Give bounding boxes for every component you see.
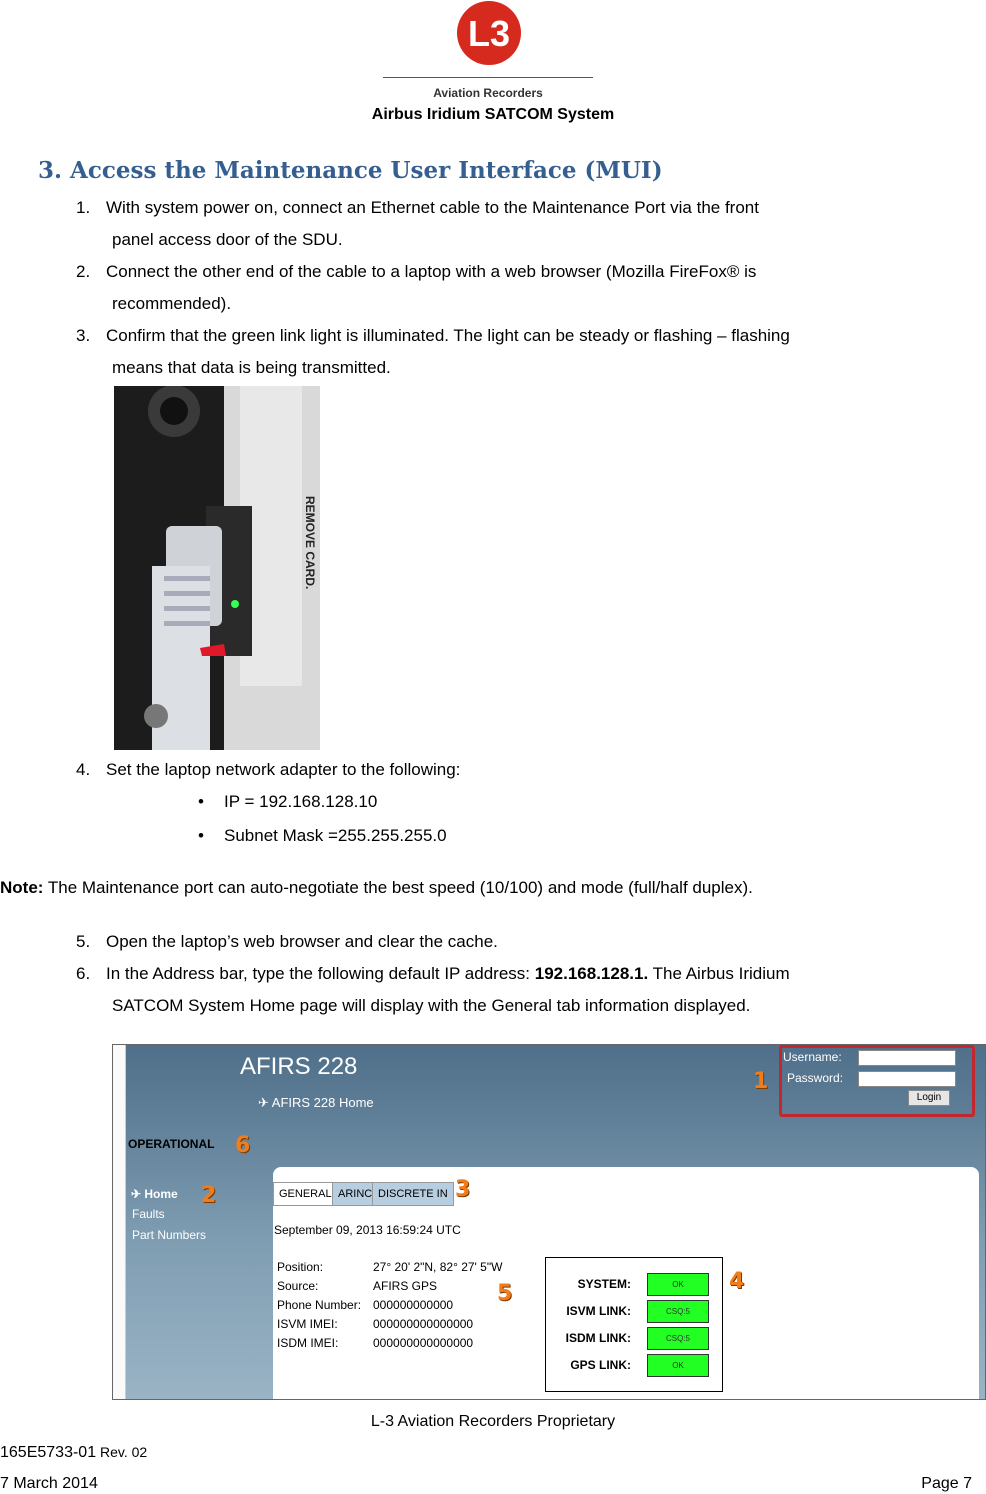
step-text: Open the laptop’s web browser and clear the cache. bbox=[106, 932, 498, 951]
nav-faults[interactable]: Faults bbox=[132, 1207, 165, 1221]
tab-discrete-in[interactable]: DISCRETE IN bbox=[372, 1182, 454, 1206]
step-3-cont: means that data is being transmitted. bbox=[112, 358, 391, 377]
note-text: The Maintenance port can auto-negotiate the best speed (10/100) and mode (full/half duplex). bbox=[43, 878, 753, 897]
status-label-system: SYSTEM: bbox=[577, 1277, 631, 1291]
screenshot-margin bbox=[113, 1045, 126, 1400]
footer-proprietary: L-3 Aviation Recorders Proprietary bbox=[370, 1413, 616, 1430]
operational-label: OPERATIONAL bbox=[128, 1137, 215, 1151]
maintenance-port-photo bbox=[114, 386, 320, 750]
status-label-isdm: ISDM LINK: bbox=[565, 1331, 631, 1345]
bullet-subnet bbox=[198, 826, 447, 846]
tab-arinc[interactable]: ARINC bbox=[332, 1182, 378, 1206]
username-input[interactable] bbox=[858, 1050, 956, 1066]
footer-doc-number bbox=[0, 1442, 147, 1463]
callout-2: 2 bbox=[201, 1183, 217, 1208]
step-number: 1. bbox=[76, 198, 91, 217]
nav-home[interactable]: ✈ Home bbox=[131, 1187, 178, 1201]
note-label: Note: bbox=[0, 878, 44, 897]
step-text: With system power on, connect an Ethernet cable to the Maintenance Port via the front bbox=[106, 198, 759, 217]
l3-logo bbox=[454, 0, 524, 66]
username-label: Username: bbox=[783, 1050, 842, 1064]
info-value-phone: 000000000000 bbox=[373, 1298, 454, 1312]
photo-label: REMOVE CARD. bbox=[303, 496, 317, 590]
status-label-isvm: ISVM LINK: bbox=[566, 1304, 631, 1318]
document-title: Airbus Iridium SATCOM System bbox=[371, 106, 615, 123]
app-title: AFIRS 228 bbox=[240, 1053, 358, 1080]
callout-3: 3 bbox=[455, 1177, 471, 1202]
info-value-isdm: 000000000000000 bbox=[373, 1336, 474, 1350]
step-number: 4. bbox=[76, 760, 91, 779]
step-number: 5. bbox=[76, 932, 91, 951]
bullet-icon: • bbox=[198, 792, 204, 811]
info-value-source: AFIRS GPS bbox=[373, 1279, 438, 1293]
callout-4: 4 bbox=[729, 1269, 745, 1294]
callout-6: 6 bbox=[235, 1133, 251, 1158]
breadcrumb[interactable]: ✈ AFIRS 228 Home bbox=[258, 1095, 374, 1110]
bullet-ip bbox=[198, 792, 377, 812]
footer-page: Page 7 bbox=[921, 1475, 972, 1492]
info-label-position: Position: bbox=[277, 1260, 324, 1274]
step-text: Set the laptop network adapter to the following: bbox=[106, 760, 461, 779]
callout-1: 1 bbox=[753, 1069, 769, 1094]
login-button[interactable]: Login bbox=[908, 1090, 950, 1106]
info-label-isvm: ISVM IMEI: bbox=[277, 1317, 338, 1331]
status-value-system: OK bbox=[647, 1273, 709, 1296]
password-label: Password: bbox=[787, 1071, 844, 1085]
step-4 bbox=[76, 760, 460, 780]
status-value-isdm: CSQ:5 bbox=[647, 1327, 709, 1350]
bullet-icon: • bbox=[198, 826, 204, 845]
status-value-isvm: CSQ:5 bbox=[647, 1300, 709, 1323]
tab-general[interactable]: GENERAL bbox=[273, 1182, 338, 1206]
step-3 bbox=[76, 326, 790, 346]
info-label-isdm: ISDM IMEI: bbox=[277, 1336, 339, 1350]
default-ip: 192.168.128.1. bbox=[534, 964, 649, 983]
doc-rev: Rev. 02 bbox=[96, 1444, 148, 1460]
logo-text: L3 bbox=[467, 13, 511, 54]
status-value-gps: OK bbox=[647, 1354, 709, 1377]
nav-part-numbers[interactable]: Part Numbers bbox=[132, 1228, 207, 1242]
step-text-post: The Airbus Iridium bbox=[648, 964, 790, 983]
logo-rule bbox=[383, 77, 593, 78]
password-input[interactable] bbox=[858, 1071, 956, 1087]
bullet-text: IP = 192.168.128.10 bbox=[224, 792, 378, 811]
doc-number: 165E5733-01 bbox=[0, 1444, 97, 1461]
footer-date: 7 March 2014 bbox=[0, 1475, 98, 1492]
mui-screenshot bbox=[112, 1044, 986, 1400]
info-label-source: Source: bbox=[277, 1279, 319, 1293]
status-label-gps: GPS LINK: bbox=[570, 1358, 631, 1372]
step-2-cont: recommended). bbox=[112, 294, 232, 313]
callout-5: 5 bbox=[497, 1281, 513, 1306]
step-6 bbox=[76, 964, 790, 984]
bullet-text: Subnet Mask =255.255.255.0 bbox=[224, 826, 447, 845]
logo-subtitle: Aviation Recorders bbox=[433, 86, 543, 100]
step-1 bbox=[76, 198, 759, 218]
note bbox=[0, 878, 753, 898]
step-number: 3. bbox=[76, 326, 91, 345]
step-5 bbox=[76, 932, 498, 952]
step-6-cont: SATCOM System Home page will display with the General tab information displayed. bbox=[112, 996, 751, 1015]
info-value-position: 27° 20' 2"N, 82° 27' 5"W bbox=[373, 1260, 503, 1274]
step-text: Connect the other end of the cable to a laptop with a web browser (Mozilla FireFox® is bbox=[106, 262, 757, 281]
step-number: 6. bbox=[76, 964, 91, 983]
step-1-cont: panel access door of the SDU. bbox=[112, 230, 343, 249]
datetime: September 09, 2013 16:59:24 UTC bbox=[274, 1223, 461, 1237]
step-text: In the Address bar, type the following default IP address: bbox=[106, 964, 535, 983]
info-label-phone: Phone Number: bbox=[277, 1298, 362, 1312]
info-value-isvm: 000000000000000 bbox=[373, 1317, 474, 1331]
step-text: Confirm that the green link light is illuminated. The light can be steady or flashing – flashing bbox=[106, 326, 790, 345]
step-2 bbox=[76, 262, 756, 282]
section-heading: 3. Access the Maintenance User Interface (MUI) bbox=[38, 157, 663, 184]
step-number: 2. bbox=[76, 262, 91, 281]
